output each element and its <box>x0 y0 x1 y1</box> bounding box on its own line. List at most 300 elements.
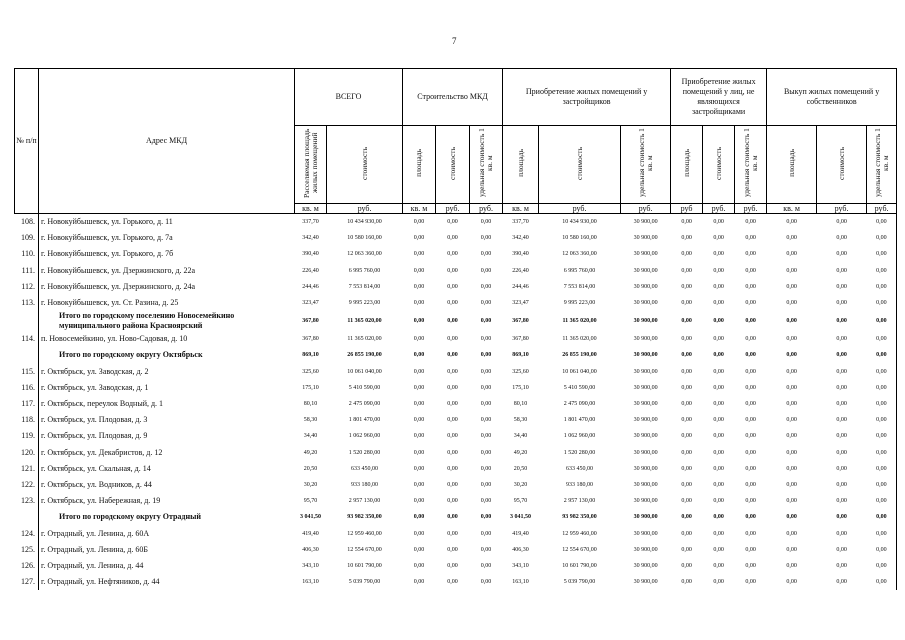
row-value-cell: 20,50 <box>513 465 528 472</box>
table-row <box>15 542 897 558</box>
dev-cost-label: стоимость <box>574 146 584 180</box>
nondeveloper-group-header: Приобретение жилых помещений у лиц, не являющихся застройщиками <box>671 69 767 126</box>
row-value-cell: 1 520 280,00 <box>348 449 381 456</box>
unit-total-area: кв. м <box>295 204 327 214</box>
table-row <box>15 396 897 412</box>
row-value-cell: 30 900,00 <box>633 465 658 472</box>
row-value-cell: 0,00 <box>681 530 692 537</box>
table-total-row <box>15 311 897 331</box>
row-value-cell: 0,00 <box>713 433 724 440</box>
row-value-cell: 367,80 <box>512 318 529 325</box>
row-number: 120. <box>21 447 35 457</box>
row-value-cell: 30 900,00 <box>633 336 658 343</box>
row-value-cell: 0,00 <box>745 251 756 258</box>
row-value-cell: 30 900,00 <box>633 384 658 391</box>
row-value-cell: 163,10 <box>302 579 319 586</box>
row-value-cell: 0,00 <box>786 449 797 456</box>
row-value-cell: 0,00 <box>786 235 797 242</box>
row-value-cell: 0,00 <box>867 380 897 396</box>
row-value-cell: 0,00 <box>713 465 724 472</box>
row-value-cell: 0,00 <box>681 433 692 440</box>
row-number <box>15 509 39 525</box>
row-value-cell: 10 434 930,00 <box>562 219 597 225</box>
row-number: 111. <box>21 265 35 275</box>
row-value-cell: 0,00 <box>713 219 724 225</box>
row-value-cell: 9 995 223,00 <box>348 300 381 307</box>
table-row <box>15 230 897 246</box>
row-value-cell: 30 900,00 <box>633 546 658 553</box>
row-value-cell: 0,00 <box>447 219 458 225</box>
row-value-cell: 0,00 <box>713 283 724 290</box>
row-value-cell: 0,00 <box>836 368 847 375</box>
row-number: 109. <box>21 233 35 243</box>
row-value-cell: 30 900,00 <box>633 579 658 586</box>
row-value-cell: 0,00 <box>413 482 425 489</box>
unit-owners-unit-cost: руб. <box>867 204 897 214</box>
row-value-cell: 0,00 <box>836 563 847 570</box>
row-value-cell: 0,00 <box>836 417 847 424</box>
num-header: № п/п <box>15 69 39 214</box>
owners-cost-label: стоимость <box>836 146 846 180</box>
row-value-cell: 0,00 <box>836 579 847 586</box>
row-value-cell: 0,00 <box>836 482 847 489</box>
row-value-cell: 0,00 <box>681 498 692 505</box>
table-row <box>15 331 897 347</box>
row-address: г. Октябрьск, ул. Плодовая, д. 3 <box>39 412 295 428</box>
row-value-cell: 0,00 <box>836 546 847 553</box>
row-value-cell: 0,00 <box>713 336 724 343</box>
row-address: г. Отрадный, ул. Ленина, д. 60А <box>39 526 295 542</box>
row-value-cell: 0,00 <box>480 219 492 225</box>
row-value-cell: 175,10 <box>302 384 319 391</box>
row-value-cell: 0,00 <box>413 318 425 325</box>
row-value-cell: 95,70 <box>513 498 528 505</box>
row-number <box>15 347 39 363</box>
row-value-cell: 30 900,00 <box>633 433 658 440</box>
row-value-cell: 0,00 <box>447 433 458 440</box>
row-value-cell: 93 982 350,00 <box>562 514 597 521</box>
row-address: г. Новокуйбышевск, ул. Горького, д. 11 <box>39 214 295 231</box>
row-value-cell: 343,10 <box>512 563 529 570</box>
table-row <box>15 380 897 396</box>
table-row <box>15 445 897 461</box>
table-row <box>15 364 897 380</box>
unit-owners-area: кв. м <box>767 204 817 214</box>
row-value-cell: 5 039 790,00 <box>348 579 381 586</box>
nondev-area-label: площадь <box>681 149 691 177</box>
row-value-cell: 869,10 <box>302 352 319 359</box>
row-value-cell: 0,00 <box>447 283 458 290</box>
resettlement-table-container <box>14 68 896 590</box>
row-value-cell: 0,00 <box>786 482 797 489</box>
row-value-cell: 0,00 <box>745 546 756 553</box>
table-row <box>15 412 897 428</box>
row-value-cell: 0,00 <box>786 318 797 325</box>
row-value-cell: 0,00 <box>867 214 897 231</box>
row-value-cell: 1 801 470,00 <box>563 417 596 424</box>
row-value-cell: 12 063 360,00 <box>347 251 382 258</box>
row-value-cell: 0,00 <box>836 219 847 225</box>
row-value-cell: 0,00 <box>713 318 724 325</box>
row-value-cell: 0,00 <box>713 401 724 408</box>
row-value-cell: 0,00 <box>413 563 425 570</box>
row-value-cell: 0,00 <box>713 352 724 359</box>
row-value-cell: 0,00 <box>447 368 458 375</box>
total-cost-header <box>327 126 403 204</box>
row-value-cell: 30 900,00 <box>633 563 658 570</box>
row-value-cell: 0,00 <box>480 251 492 258</box>
row-value-cell: 0,00 <box>480 300 492 307</box>
table-row <box>15 295 897 311</box>
row-value-cell: 0,00 <box>413 433 425 440</box>
row-value-cell: 30 900,00 <box>633 219 658 225</box>
row-value-cell: 30 900,00 <box>633 235 658 242</box>
row-value-cell: 3 041,50 <box>300 514 321 521</box>
row-value-cell: 0,00 <box>480 482 492 489</box>
row-address: г. Новокуйбышевск, ул. Горького, д. 7б <box>39 246 295 262</box>
row-value-cell: 0,00 <box>867 461 897 477</box>
row-value-cell: 0,00 <box>786 368 797 375</box>
row-value-cell: 0,00 <box>480 546 492 553</box>
row-value-cell: 0,00 <box>681 465 692 472</box>
table-row <box>15 214 897 231</box>
row-value-cell: 0,00 <box>745 267 756 274</box>
row-value-cell: 11 365 020,00 <box>562 318 597 325</box>
row-value-cell: 244,46 <box>302 283 319 290</box>
row-value-cell: 0,00 <box>786 579 797 586</box>
row-value-cell: 0,00 <box>413 530 425 537</box>
row-value-cell: 0,00 <box>447 401 458 408</box>
row-number: 122. <box>21 480 35 490</box>
row-value-cell: 95,70 <box>303 498 318 505</box>
row-number: 112. <box>21 281 35 291</box>
row-value-cell: 93 982 350,00 <box>347 514 382 521</box>
row-value-cell: 0,00 <box>867 542 897 558</box>
row-value-cell: 0,00 <box>447 498 458 505</box>
row-value-cell: 0,00 <box>413 514 425 521</box>
row-value-cell: 367,80 <box>302 318 319 325</box>
row-value-cell: 30 900,00 <box>633 251 658 258</box>
row-value-cell: 390,40 <box>302 251 319 258</box>
row-value-cell: 933 180,00 <box>566 482 594 489</box>
unit-nondev-cost: руб. <box>703 204 735 214</box>
row-value-cell: 0,00 <box>786 300 797 307</box>
row-value-cell: 58,30 <box>513 417 528 424</box>
unit-owners-cost: руб. <box>817 204 867 214</box>
row-value-cell: 3 041,50 <box>510 514 532 521</box>
row-value-cell: 2 957 130,00 <box>563 498 596 505</box>
table-header <box>15 69 897 214</box>
row-value-cell: 0,00 <box>786 401 797 408</box>
row-value-cell: 0,00 <box>786 546 797 553</box>
row-value-cell: 34,40 <box>303 433 318 440</box>
row-value-cell: 58,30 <box>303 417 318 424</box>
row-number: 113. <box>21 298 35 308</box>
row-value-cell: 30 900,00 <box>633 368 658 375</box>
row-value-cell: 419,40 <box>512 530 529 537</box>
table-row <box>15 461 897 477</box>
row-value-cell: 0,00 <box>447 546 458 553</box>
row-value-cell: 0,00 <box>745 579 756 586</box>
row-value-cell: 0,00 <box>745 219 756 225</box>
row-value-cell: 337,70 <box>512 219 529 225</box>
row-number: 117. <box>21 399 35 409</box>
page-number: 7 <box>452 36 457 46</box>
row-value-cell: 30 900,00 <box>633 267 658 274</box>
row-value-cell: 0,00 <box>413 368 425 375</box>
row-value-cell: 0,00 <box>413 384 425 391</box>
row-value-cell: 0,00 <box>480 433 492 440</box>
row-value-cell: 0,00 <box>745 352 756 359</box>
row-value-cell: 30,20 <box>303 482 318 489</box>
row-value-cell: 0,00 <box>786 563 797 570</box>
owners-group-header: Выкуп жилых помещений у собственников <box>767 69 897 126</box>
row-value-cell: 0,00 <box>480 401 492 408</box>
row-value-cell: 0,00 <box>447 384 458 391</box>
total-area-label: Расселяемая площадь жилых помещений <box>301 128 319 198</box>
row-address: Итого по городскому поселению Новосемейкино муниципального района Красноярский <box>39 311 295 331</box>
row-value-cell: 0,00 <box>413 336 425 343</box>
row-value-cell: 0,00 <box>413 498 425 505</box>
row-value-cell: 0,00 <box>713 235 724 242</box>
owners-cost-header <box>817 126 867 204</box>
row-value-cell: 0,00 <box>681 449 692 456</box>
row-value-cell: 0,00 <box>413 267 425 274</box>
row-value-cell: 11 365 020,00 <box>347 336 382 343</box>
total-group-header: ВСЕГО <box>295 69 403 126</box>
nondev-area-header <box>671 126 703 204</box>
row-address: г. Новокуйбышевск, ул. Горького, д. 7а <box>39 230 295 246</box>
row-value-cell: 226,40 <box>512 267 529 274</box>
table-body <box>15 214 897 591</box>
table-row <box>15 279 897 295</box>
row-value-cell: 0,00 <box>480 563 492 570</box>
row-value-cell: 30 900,00 <box>633 352 658 359</box>
row-value-cell: 10 061 040,00 <box>562 368 597 375</box>
row-value-cell: 30 900,00 <box>633 300 658 307</box>
row-value-cell: 26 855 190,00 <box>347 352 382 359</box>
row-value-cell: 10 434 930,00 <box>347 219 382 225</box>
row-address: г. Октябрьск, ул. Декабристов, д. 12 <box>39 445 295 461</box>
row-value-cell: 0,00 <box>480 384 492 391</box>
row-value-cell: 163,10 <box>512 579 529 586</box>
row-value-cell: 2 957 130,00 <box>348 498 381 505</box>
row-value-cell: 0,00 <box>867 412 897 428</box>
row-value-cell: 337,70 <box>302 219 319 225</box>
row-number: 127. <box>21 577 35 587</box>
row-address: г. Октябрьск, ул. Заводская, д. 2 <box>39 364 295 380</box>
row-value-cell: 0,00 <box>786 336 797 343</box>
row-value-cell: 0,00 <box>480 283 492 290</box>
row-value-cell: 0,00 <box>836 530 847 537</box>
row-value-cell: 633 450,00 <box>566 465 594 472</box>
address-header: Адрес МКД <box>39 69 295 214</box>
total-cost-label: стоимость <box>359 146 369 180</box>
row-value-cell: 0,00 <box>447 563 458 570</box>
row-number: 126. <box>21 561 35 571</box>
row-value-cell: 0,00 <box>681 514 692 521</box>
row-value-cell: 12 959 460,00 <box>347 530 382 537</box>
row-value-cell: 0,00 <box>413 546 425 553</box>
row-value-cell: 12 554 670,00 <box>562 546 597 553</box>
row-value-cell: 367,80 <box>512 336 529 343</box>
row-address: г. Октябрьск, ул. Плодовая, д. 9 <box>39 428 295 444</box>
total-area-header <box>295 126 327 204</box>
row-value-cell: 6 995 760,00 <box>563 267 596 274</box>
row-value-cell: 325,60 <box>302 368 319 375</box>
row-value-cell: 0,00 <box>447 251 458 258</box>
row-value-cell: 933 180,00 <box>351 482 378 489</box>
row-value-cell: 406,30 <box>512 546 529 553</box>
row-value-cell: 0,00 <box>745 530 756 537</box>
row-address: г. Отрадный, ул. Нефтяников, д. 44 <box>39 574 295 590</box>
unit-nondev-area: руб <box>671 204 703 214</box>
dev-unit-cost-header <box>621 126 671 204</box>
row-value-cell: 0,00 <box>480 368 492 375</box>
row-value-cell: 0,00 <box>447 318 458 325</box>
row-value-cell: 0,00 <box>786 283 797 290</box>
row-value-cell: 0,00 <box>786 417 797 424</box>
row-value-cell: 0,00 <box>745 235 756 242</box>
row-address: г. Октябрьск, переулок Водный, д. 1 <box>39 396 295 412</box>
build-area-header <box>403 126 436 204</box>
row-value-cell: 0,00 <box>480 352 492 359</box>
row-value-cell: 325,60 <box>512 368 529 375</box>
row-value-cell: 0,00 <box>836 251 847 258</box>
owners-area-label: площадь <box>786 149 796 177</box>
unit-build-unit-cost: руб. <box>470 204 503 214</box>
row-value-cell: 0,00 <box>413 251 425 258</box>
row-number: 119. <box>21 431 35 441</box>
table-row <box>15 526 897 542</box>
row-value-cell: 0,00 <box>836 465 847 472</box>
row-value-cell: 0,00 <box>867 526 897 542</box>
row-value-cell: 0,00 <box>713 300 724 307</box>
row-value-cell: 0,00 <box>867 445 897 461</box>
row-value-cell: 49,20 <box>513 449 528 456</box>
row-value-cell: 0,00 <box>786 465 797 472</box>
row-value-cell: 0,00 <box>413 352 425 359</box>
row-value-cell: 0,00 <box>681 318 692 325</box>
row-value-cell: 0,00 <box>745 384 756 391</box>
row-value-cell: 0,00 <box>786 219 797 225</box>
row-value-cell: 0,00 <box>786 530 797 537</box>
row-number: 116. <box>21 382 35 392</box>
row-value-cell: 0,00 <box>713 417 724 424</box>
unit-total-cost: руб. <box>327 204 403 214</box>
row-value-cell: 30,20 <box>513 482 528 489</box>
row-value-cell: 0,00 <box>713 498 724 505</box>
row-value-cell: 0,00 <box>745 336 756 343</box>
row-value-cell: 30 900,00 <box>633 498 658 505</box>
row-value-cell: 0,00 <box>786 433 797 440</box>
row-value-cell: 406,30 <box>302 546 319 553</box>
row-address: г. Октябрьск, ул. Заводская, д. 1 <box>39 380 295 396</box>
row-value-cell: 0,00 <box>681 283 692 290</box>
row-value-cell: 0,00 <box>713 251 724 258</box>
row-value-cell: 0,00 <box>681 300 692 307</box>
row-value-cell: 0,00 <box>786 384 797 391</box>
row-value-cell: 175,10 <box>512 384 529 391</box>
row-value-cell: 0,00 <box>447 267 458 274</box>
row-value-cell: 0,00 <box>447 449 458 456</box>
row-value-cell: 0,00 <box>867 295 897 311</box>
owners-unit-cost-label: удельная стоимость 1 кв. м <box>872 128 890 198</box>
row-value-cell: 0,00 <box>681 251 692 258</box>
row-value-cell: 0,00 <box>447 579 458 586</box>
row-value-cell: 0,00 <box>867 493 897 509</box>
row-value-cell: 343,10 <box>302 563 319 570</box>
build-cost-header <box>436 126 470 204</box>
row-value-cell: 0,00 <box>867 396 897 412</box>
row-value-cell: 0,00 <box>745 283 756 290</box>
row-number: 108. <box>21 217 35 226</box>
row-value-cell: 0,00 <box>413 300 425 307</box>
owners-unit-cost-header <box>867 126 897 204</box>
row-value-cell: 12 959 460,00 <box>562 530 597 537</box>
row-value-cell: 0,00 <box>786 251 797 258</box>
row-value-cell: 0,00 <box>836 352 847 359</box>
row-value-cell: 0,00 <box>836 433 847 440</box>
row-value-cell: 0,00 <box>836 283 847 290</box>
row-value-cell: 0,00 <box>413 449 425 456</box>
row-value-cell: 0,00 <box>681 235 692 242</box>
row-value-cell: 11 365 020,00 <box>562 336 597 343</box>
row-value-cell: 0,00 <box>480 579 492 586</box>
row-value-cell: 0,00 <box>836 498 847 505</box>
row-value-cell: 0,00 <box>836 514 847 521</box>
dev-unit-cost-label: удельная стоимость 1 кв. м <box>636 128 654 198</box>
row-value-cell: 0,00 <box>480 530 492 537</box>
unit-dev-area: кв. м <box>503 204 539 214</box>
row-value-cell: 0,00 <box>480 498 492 505</box>
row-value-cell: 10 580 160,00 <box>562 235 597 242</box>
row-value-cell: 0,00 <box>480 465 492 472</box>
row-value-cell: 11 365 020,00 <box>347 318 382 325</box>
row-value-cell: 0,00 <box>413 465 425 472</box>
build-group-header: Строительство МКД <box>403 69 503 126</box>
row-value-cell: 0,00 <box>480 235 492 242</box>
row-value-cell: 0,00 <box>713 514 724 521</box>
row-value-cell: 0,00 <box>713 546 724 553</box>
row-value-cell: 0,00 <box>713 368 724 375</box>
row-value-cell: 2 475 090,00 <box>563 401 596 408</box>
row-value-cell: 1 520 280,00 <box>563 449 596 456</box>
row-value-cell: 0,00 <box>447 417 458 424</box>
row-value-cell: 0,00 <box>836 336 847 343</box>
row-value-cell: 0,00 <box>681 368 692 375</box>
row-number: 124. <box>21 528 35 538</box>
row-value-cell: 0,00 <box>836 318 847 325</box>
unit-dev-unit-cost: руб. <box>621 204 671 214</box>
row-value-cell: 0,00 <box>745 401 756 408</box>
row-value-cell: 10 061 040,00 <box>347 368 382 375</box>
row-address: Итого по городскому округу Отрадный <box>39 509 295 525</box>
table-row <box>15 558 897 574</box>
unit-build-area: кв. м <box>403 204 436 214</box>
row-value-cell: 0,00 <box>681 401 692 408</box>
build-cost-label: стоимость <box>447 146 457 180</box>
row-value-cell: 0,00 <box>745 482 756 489</box>
row-value-cell: 869,10 <box>512 352 529 359</box>
row-value-cell: 20,50 <box>303 465 318 472</box>
row-value-cell: 12 554 670,00 <box>347 546 382 553</box>
row-value-cell: 5 039 790,00 <box>563 579 596 586</box>
row-value-cell: 0,00 <box>745 433 756 440</box>
row-value-cell: 30 900,00 <box>633 530 658 537</box>
row-value-cell: 0,00 <box>447 482 458 489</box>
row-value-cell: 9 995 223,00 <box>563 300 596 307</box>
